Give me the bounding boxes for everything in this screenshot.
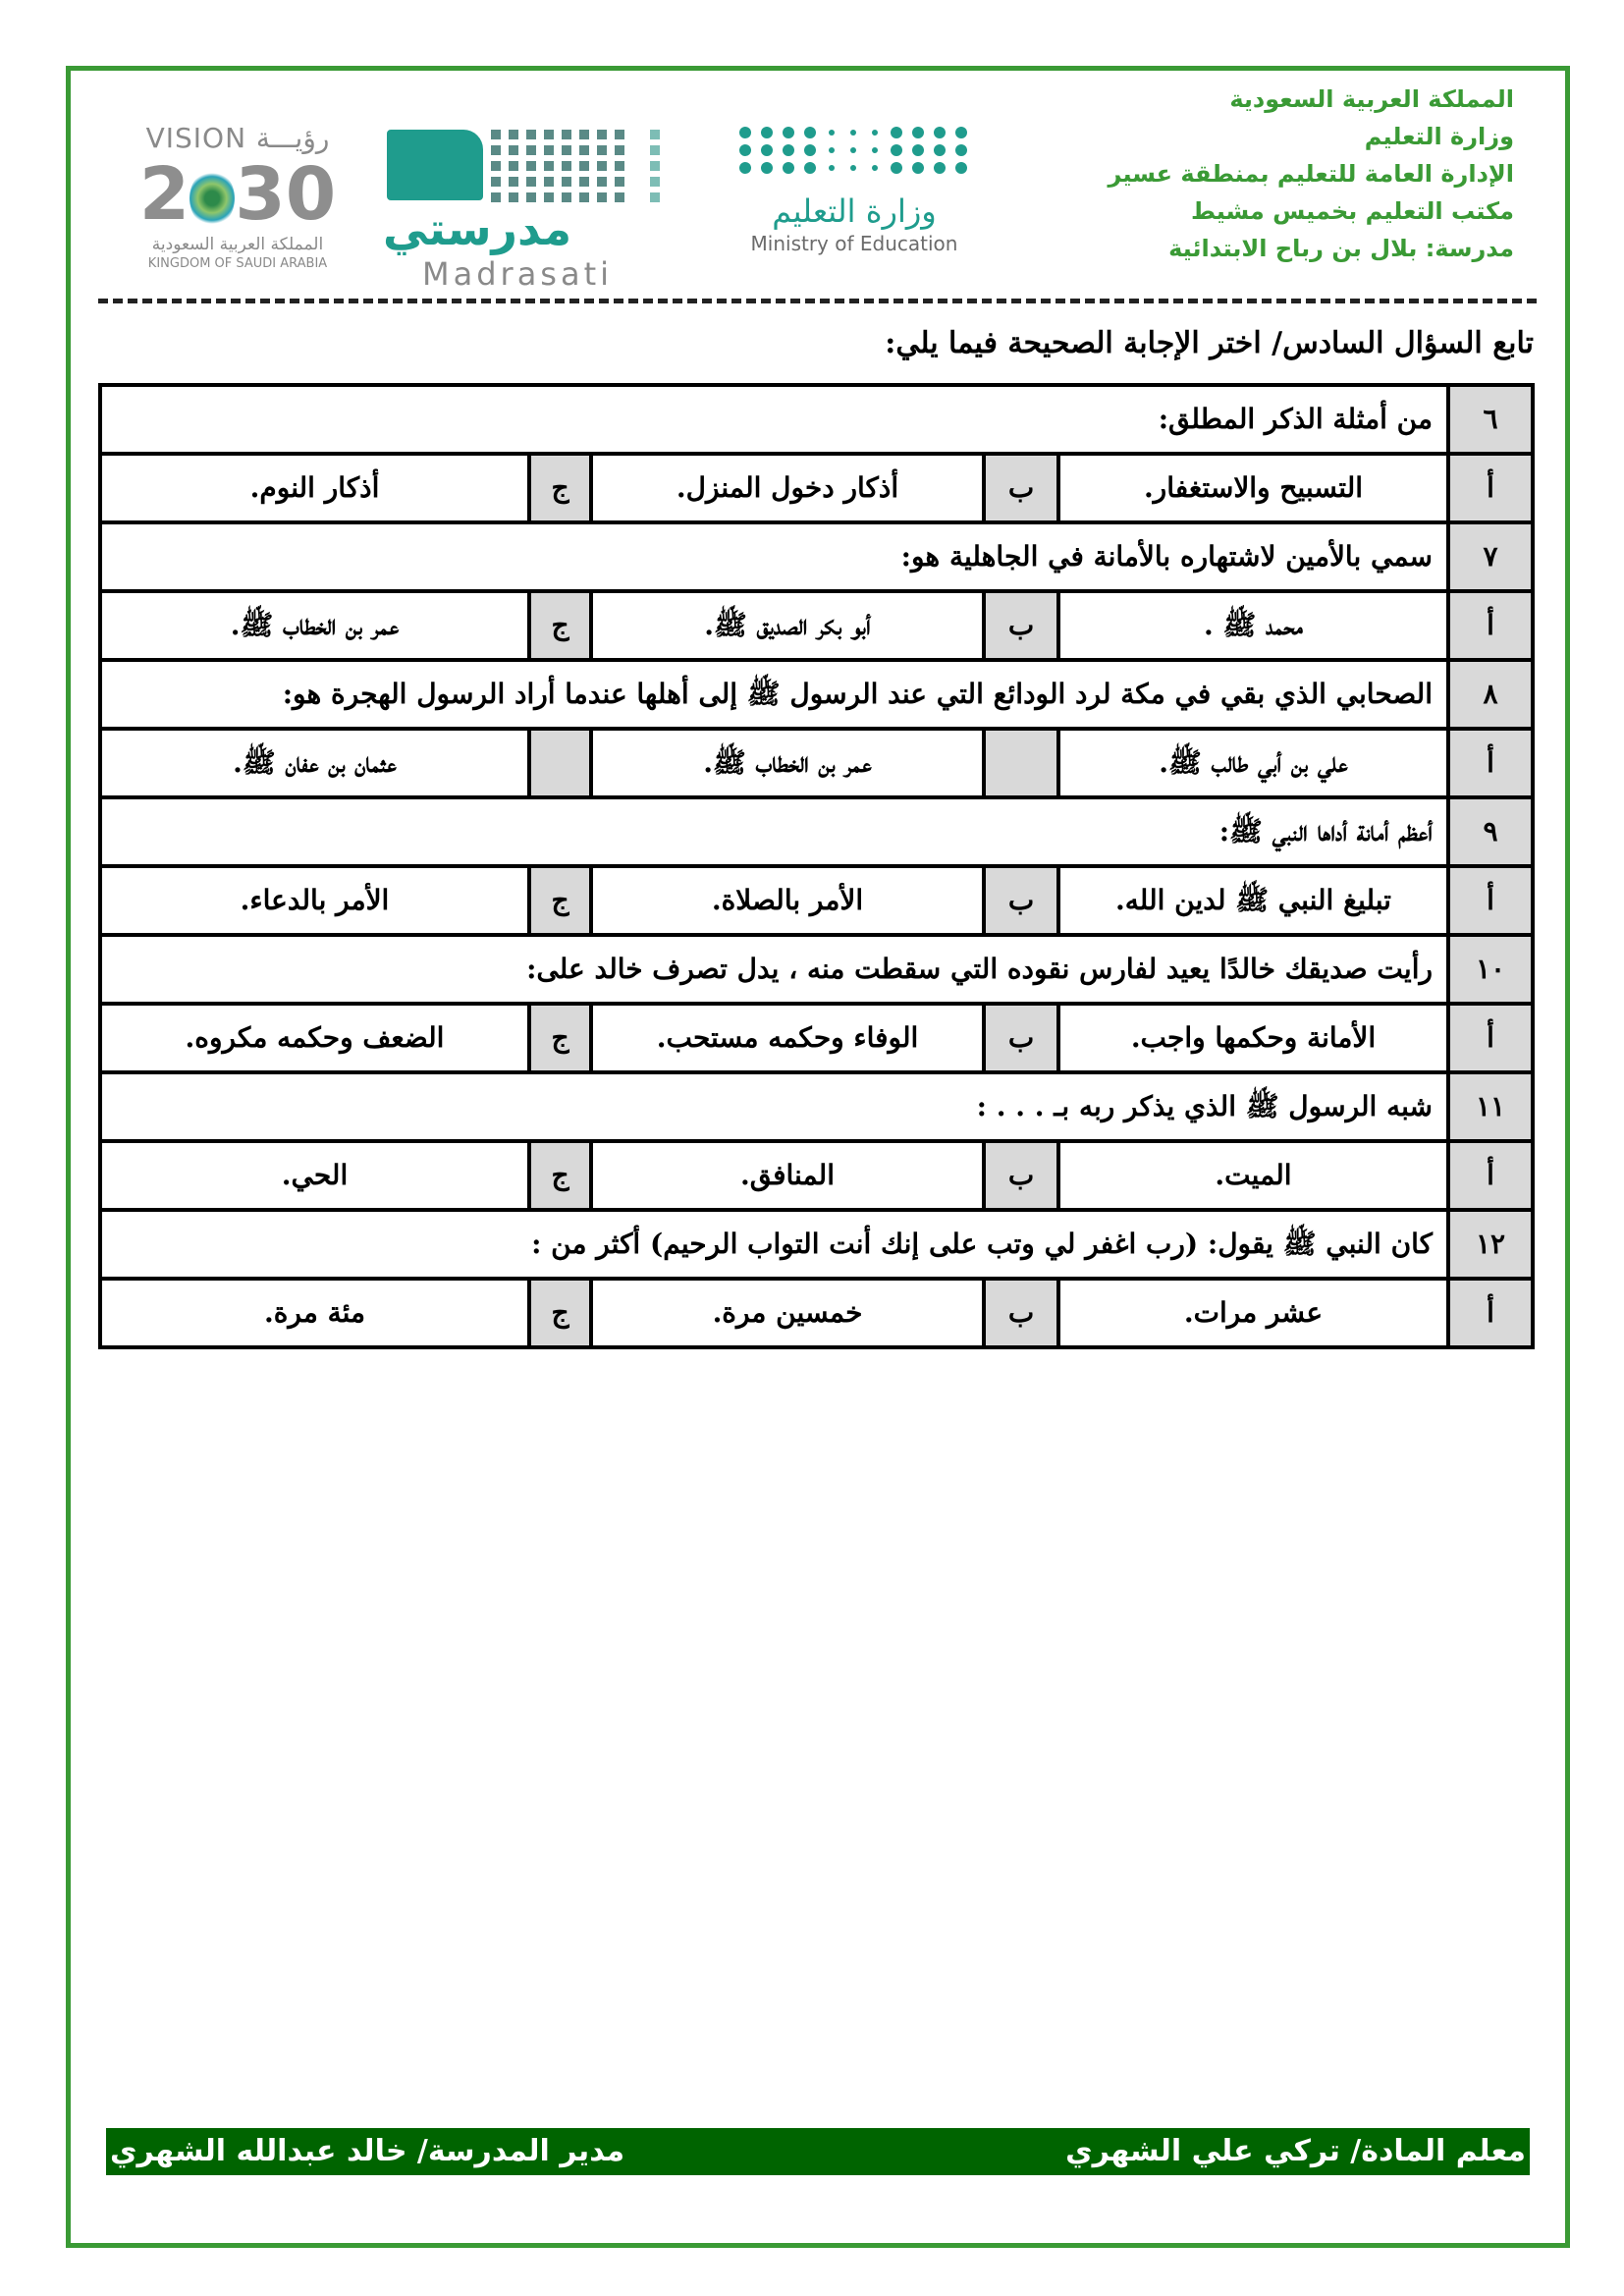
school-info-line: المملكة العربية السعودية (1229, 85, 1514, 113)
principal-name: مدير المدرسة/ خالد عبدالله الشهري (110, 2134, 625, 2168)
grid-square-icon (562, 177, 571, 187)
question-number: ١٢ (1448, 1210, 1533, 1279)
grid-square-icon (509, 130, 518, 139)
question-text: رأيت صديقك خالدًا يعيد لفارس نقوده التي سقطت منه ، يدل تصرف خالد على: (100, 935, 1448, 1004)
grid-square-icon (562, 161, 571, 171)
madrasati-logo-ar: مدرستي (383, 202, 572, 255)
options-row (100, 591, 1533, 660)
moe-logo-en: Ministry of Education (750, 232, 958, 255)
grid-square-icon (615, 192, 624, 202)
option-label: ب (984, 1004, 1058, 1072)
question-row (100, 935, 1533, 1004)
option-label: ج (529, 1141, 591, 1210)
grid-square-icon (597, 192, 607, 202)
grid-square-icon (650, 161, 660, 171)
grid-square-icon (668, 177, 677, 187)
option-answer[interactable]: تبليغ النبي ﷺ لدين الله. (1058, 866, 1448, 935)
dot-icon (891, 162, 902, 174)
grid-square-icon (509, 161, 518, 171)
question-text: الصحابي الذي بقي في مكة لرد الودائع التي عند الرسول ﷺ إلى أهلها عندما أراد الرسول الهجرة هو: (100, 660, 1448, 729)
dot-icon (739, 162, 751, 174)
grid-square-icon (650, 145, 660, 155)
grid-square-icon (685, 161, 695, 171)
option-label: ب (984, 866, 1058, 935)
option-answer[interactable]: الأمر بالدعاء. (100, 866, 529, 935)
dot-icon (783, 127, 794, 138)
moe-logo-ar: وزارة التعليم (772, 192, 937, 230)
option-answer[interactable]: أبو بكر الصديق ﷺ. (591, 591, 984, 660)
vision-2030-logo (130, 122, 346, 295)
dot-icon (872, 147, 878, 153)
grid-square-icon (544, 130, 554, 139)
dot-icon (955, 144, 967, 156)
question-row (100, 1210, 1533, 1279)
grid-square-icon (597, 145, 607, 155)
header-divider (98, 299, 1537, 303)
grid-square-icon (491, 177, 501, 187)
grid-square-icon (597, 177, 607, 187)
option-answer[interactable]: أذكار دخول المنزل. (591, 454, 984, 522)
options-row (100, 729, 1533, 797)
option-answer[interactable]: الحي. (100, 1141, 529, 1210)
option-label: أ (1448, 866, 1533, 935)
grid-square-icon (491, 161, 501, 171)
dot-icon (955, 127, 967, 138)
dot-icon (739, 127, 751, 138)
option-answer[interactable]: محمد ﷺ . (1058, 591, 1448, 660)
option-label: ج (529, 454, 591, 522)
grid-square-icon (562, 192, 571, 202)
grid-square-icon (650, 192, 660, 202)
question-text: كان النبي ﷺ يقول: (رب اغفر لي وتب على إنك أنت التواب الرحيم) أكثر من : (100, 1210, 1448, 1279)
vision-logo-number (130, 152, 346, 237)
dot-icon (912, 127, 924, 138)
option-answer[interactable]: الأمانة وحكمها واجب. (1058, 1004, 1448, 1072)
vision-logo-en: KINGDOM OF SAUDI ARABIA (147, 256, 328, 271)
dot-icon (891, 127, 902, 138)
option-label: أ (1448, 454, 1533, 522)
options-row (100, 1279, 1533, 1347)
grid-square-icon (491, 192, 501, 202)
vision-logo-ar: المملكة العربية السعودية (151, 235, 324, 254)
grid-square-icon (491, 130, 501, 139)
option-answer[interactable]: عثمان بن عفان ﷺ. (100, 729, 529, 797)
questions-table (98, 383, 1535, 1349)
grid-square-icon (509, 192, 518, 202)
grid-square-icon (668, 130, 677, 139)
option-label: أ (1448, 1004, 1533, 1072)
vision-num-right: 30 (235, 152, 337, 237)
dot-icon (850, 130, 856, 136)
question-number: ١٠ (1448, 935, 1533, 1004)
grid-square-icon (579, 130, 589, 139)
book-icon (387, 130, 483, 200)
grid-square-icon (509, 145, 518, 155)
dot-icon (761, 162, 773, 174)
option-answer[interactable]: مئة مرة. (100, 1279, 529, 1347)
dot-icon (761, 144, 773, 156)
option-label: ج (529, 591, 591, 660)
option-label: ب (984, 454, 1058, 522)
dot-icon (934, 162, 946, 174)
grid-square-icon (685, 177, 695, 187)
grid-square-icon (615, 161, 624, 171)
grid-square-icon (579, 161, 589, 171)
grid-square-icon (544, 145, 554, 155)
school-info-line: الإدارة العامة للتعليم بمنطقة عسير (1108, 160, 1514, 188)
question-text: أعظم أمانة أداها النبي ﷺ: (100, 797, 1448, 866)
grid-square-icon (526, 130, 536, 139)
grid-square-icon (544, 177, 554, 187)
option-answer[interactable]: علي بن أبي طالب ﷺ. (1058, 729, 1448, 797)
options-row (100, 454, 1533, 522)
option-label (529, 729, 591, 797)
dot-icon (783, 162, 794, 174)
school-info (1109, 81, 1514, 267)
option-label: ب (984, 1279, 1058, 1347)
grid-square-icon (526, 145, 536, 155)
grid-square-icon (685, 130, 695, 139)
option-answer[interactable]: خمسين مرة. (591, 1279, 984, 1347)
dot-icon (934, 127, 946, 138)
dot-icon (872, 130, 878, 136)
option-label: ب (984, 591, 1058, 660)
option-answer[interactable]: الضعف وحكمه مكروه. (100, 1004, 529, 1072)
question-row (100, 1072, 1533, 1141)
question-text: سمي بالأمين لاشتهاره بالأمانة في الجاهلية هو: (100, 522, 1448, 591)
dot-icon (912, 144, 924, 156)
option-label: أ (1448, 591, 1533, 660)
grid-square-icon (632, 177, 642, 187)
option-answer[interactable]: عشر مرات. (1058, 1279, 1448, 1347)
option-answer[interactable]: عمر بن الخطاب ﷺ. (591, 729, 984, 797)
section-heading: تابع السؤال السادس/ اختر الإجابة الصحيحة فيما يلي: (885, 326, 1534, 360)
question-number: ١١ (1448, 1072, 1533, 1141)
grid-square-icon (668, 192, 677, 202)
moe-dots-icon (727, 127, 982, 174)
dot-icon (739, 144, 751, 156)
pixel-grid-icon (491, 130, 697, 202)
grid-square-icon (685, 192, 695, 202)
madrasati-logo-en: Madrasati (422, 255, 614, 293)
grid-square-icon (668, 161, 677, 171)
dot-icon (850, 147, 856, 153)
option-answer[interactable]: عمر بن الخطاب ﷺ. (100, 591, 529, 660)
grid-square-icon (491, 145, 501, 155)
emblem-icon (189, 170, 235, 227)
option-answer[interactable]: أذكار النوم. (100, 454, 529, 522)
grid-square-icon (597, 130, 607, 139)
options-row (100, 1004, 1533, 1072)
dot-icon (872, 165, 878, 171)
question-row (100, 797, 1533, 866)
grid-square-icon (544, 192, 554, 202)
option-label: أ (1448, 729, 1533, 797)
question-number: ٩ (1448, 797, 1533, 866)
grid-square-icon (615, 177, 624, 187)
grid-square-icon (615, 130, 624, 139)
option-label: ج (529, 1004, 591, 1072)
grid-square-icon (579, 145, 589, 155)
question-text: من أمثلة الذكر المطلق: (100, 385, 1448, 454)
question-number: ٨ (1448, 660, 1533, 729)
option-label: ج (529, 1279, 591, 1347)
grid-square-icon (526, 177, 536, 187)
grid-square-icon (597, 161, 607, 171)
question-row (100, 522, 1533, 591)
dot-icon (829, 130, 835, 136)
grid-square-icon (632, 192, 642, 202)
grid-square-icon (615, 145, 624, 155)
grid-square-icon (509, 177, 518, 187)
dot-icon (912, 162, 924, 174)
grid-square-icon (685, 145, 695, 155)
school-info-line: مكتب التعليم بخميس مشيط (1191, 197, 1514, 225)
options-row (100, 1141, 1533, 1210)
option-answer[interactable]: المنافق. (591, 1141, 984, 1210)
option-answer[interactable]: الأمر بالصلاة. (591, 866, 984, 935)
grid-square-icon (650, 177, 660, 187)
vision-num-left: 2 (138, 152, 190, 237)
question-text: شبه الرسول ﷺ الذي يذكر ربه بـ . . . : (100, 1072, 1448, 1141)
dot-icon (804, 162, 816, 174)
dot-icon (891, 144, 902, 156)
option-answer[interactable]: الميت. (1058, 1141, 1448, 1210)
dot-icon (804, 144, 816, 156)
dot-icon (850, 165, 856, 171)
grid-square-icon (632, 161, 642, 171)
vision-logo-title: VISION رؤيـــة (145, 122, 330, 154)
grid-square-icon (650, 130, 660, 139)
grid-square-icon (668, 145, 677, 155)
grid-square-icon (526, 161, 536, 171)
grid-square-icon (632, 145, 642, 155)
grid-square-icon (526, 192, 536, 202)
grid-square-icon (579, 192, 589, 202)
option-answer[interactable]: التسبيح والاستغفار. (1058, 454, 1448, 522)
grid-square-icon (562, 130, 571, 139)
dot-icon (804, 127, 816, 138)
school-info-line: مدرسة: بلال بن رباح الابتدائية (1168, 235, 1514, 262)
ministry-of-education-logo (727, 123, 982, 280)
option-answer[interactable]: الوفاء وحكمه مستحب. (591, 1004, 984, 1072)
options-row (100, 866, 1533, 935)
option-label: ب (984, 1141, 1058, 1210)
dot-icon (829, 147, 835, 153)
question-row (100, 660, 1533, 729)
dot-icon (829, 165, 835, 171)
teacher-name: معلم المادة/ تركي علي الشهري (1065, 2134, 1526, 2168)
school-info-line: وزارة التعليم (1364, 123, 1514, 150)
dot-icon (934, 144, 946, 156)
dot-icon (955, 162, 967, 174)
dot-icon (761, 127, 773, 138)
dot-icon (783, 144, 794, 156)
grid-square-icon (562, 145, 571, 155)
question-number: ٧ (1448, 522, 1533, 591)
grid-square-icon (544, 161, 554, 171)
question-row (100, 385, 1533, 454)
madrasati-logo (383, 122, 697, 295)
grid-square-icon (632, 130, 642, 139)
option-label: ج (529, 866, 591, 935)
option-label: أ (1448, 1141, 1533, 1210)
question-number: ٦ (1448, 385, 1533, 454)
option-label (984, 729, 1058, 797)
grid-square-icon (579, 177, 589, 187)
signature-bar (106, 2128, 1530, 2175)
option-label: أ (1448, 1279, 1533, 1347)
